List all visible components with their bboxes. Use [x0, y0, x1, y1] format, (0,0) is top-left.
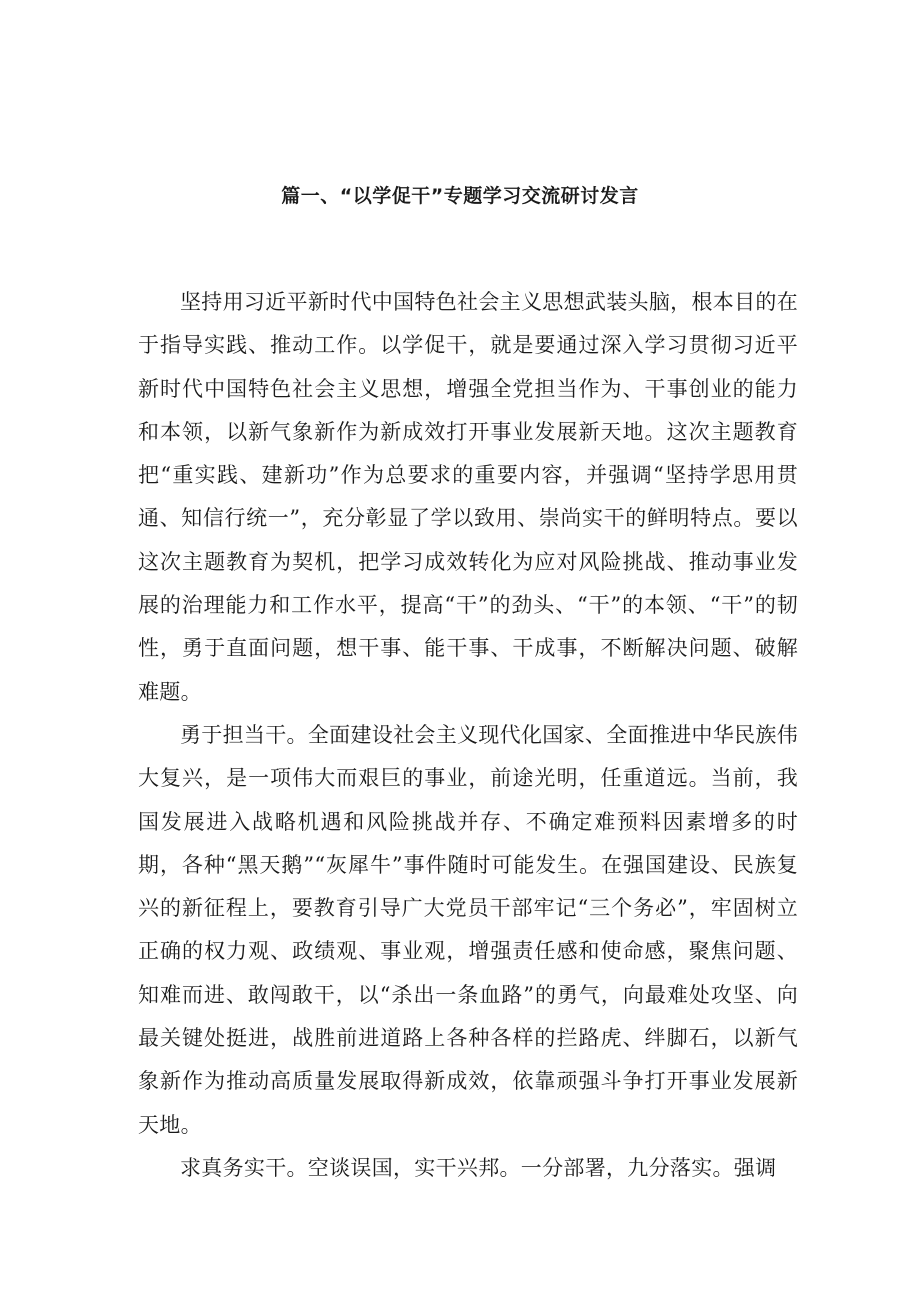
paragraph-1: 坚持用习近平新时代中国特色社会主义思想武装头脑，根本目的在于指导实践、推动工作。以学促干，就是要通过深入学习贯彻习近平新时代中国特色社会主义思想，增强全党担当作为、干事创业的能力和本领，以新气象新作为新成效打开事业发展新天地。这次主题教育把“重实践、建新功”作为总要求的重要内容，并强调“坚持学思用贯通、知信行统一”，充分彰显了学以致用、崇尚实干的鲜明特点。要以这次主题教育为契机，把学习成效转化为应对风险挑战、推动事业发展的治理能力和工作水平，提高“干”的劲头、“干”的本领、“干”的韧性，勇于直面问题，想干事、能干事、干成事，不断解决问题、破解难题。 [138, 290, 798, 704]
document-title: 篇一、“以学促干”专题学习交流研讨发言 [281, 185, 639, 207]
document-body [138, 281, 798, 1190]
paragraph-3: 求真务实干。空谈误国，实干兴邦。一分部署，九分落实。强调 [180, 1155, 777, 1180]
paragraph-2: 勇于担当干。全面建设社会主义现代化国家、全面推进中华民族伟大复兴，是一项伟大而艰巨的事业，前途光明，任重道远。当前，我国发展进入战略机遇和风险挑战并存、不确定难预料因素增多的时期，各种“黑天鹅”“灰犀牛”事件随时可能发生。在强国建设、民族复兴的新征程上，要教育引导广大党员干部牢记“三个务必”，牢固树立正确的权力观、政绩观、事业观，增强责任感和使命感，聚焦问题、知难而进、敢闯敢干，以“杀出一条血路”的勇气，向最难处攻坚、向最关键处挺进，战胜前进道路上各种各样的拦路虎、绊脚石，以新气象新作为推动高质量发展取得新成效，依靠顽强斗争打开事业发展新天地。 [138, 722, 798, 1137]
